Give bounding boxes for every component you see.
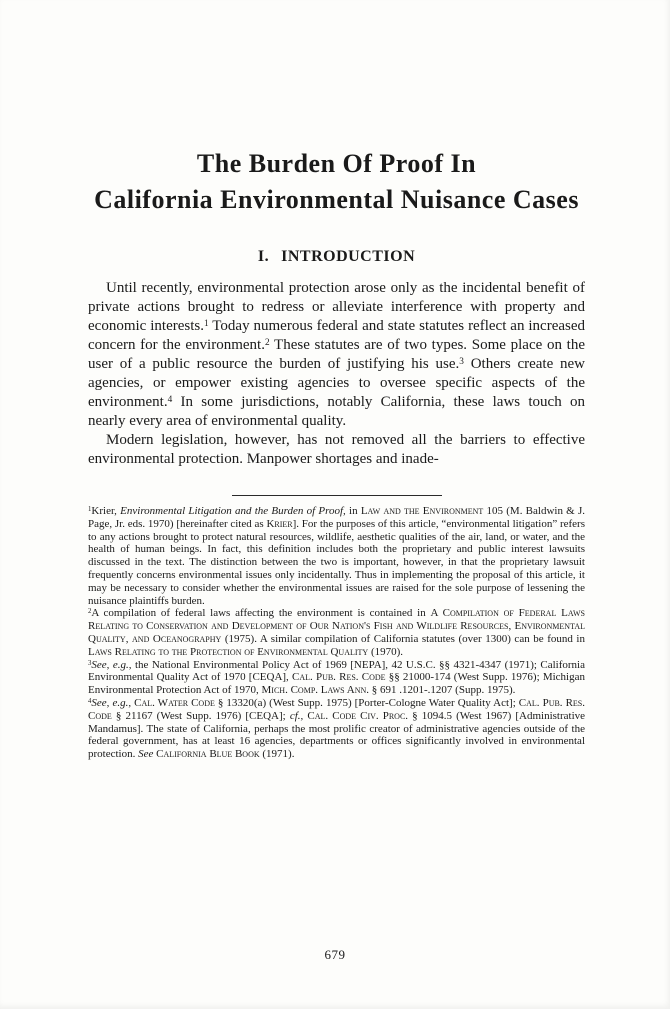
- body-paragraph-1: Until recently, environmental protection arose only as the incidental benefit of private actions brought to redress or alleviate interference with property and economic interests.$^1$ Today numerous federal and state statutes reflect an increased concern for the environment.$^2$ These statutes are of two types. Some place on the user of a public resource the burden of justifying his use.$^3$ Others create new agencies, or empower existing agencies to oversee specific aspects of the environment.$^4$ In some jurisdictions, notably California, these laws touch on nearly every area of environmental quality.: [88, 280, 586, 429]
- article-title-line-1: The Burden Of Proof In: [196, 149, 477, 178]
- footnote-2: $^2$A compilation of federal laws affecting the environment is contained in A Compilation of Federal Laws Relating to Conservation and Development of Our Nation's Fish and Wildlife Resources, Environmental Quality, and Oceanography (1975). A similar compilation of California statutes (over 1300) can be found in Laws Relating to the Protection of Environmental Quality (1970).: [88, 607, 586, 658]
- body-paragraph-2: Modern legislation, however, has not removed all the barriers to effective environmental protection. Manpower shortages and inade-: [88, 432, 585, 467]
- article-title: [64, 146, 609, 218]
- section-title: INTRODUCTION: [281, 248, 416, 265]
- footnote-separator: [232, 495, 442, 496]
- section-heading-introduction: [88, 248, 585, 266]
- page-number: 679: [324, 947, 346, 962]
- footnotes-section: [88, 505, 585, 761]
- article-title-line-2: California Environmental Nuisance Cases: [94, 185, 579, 214]
- footnote-3: $^3$See, e.g., the National Environmental Policy Act of 1969 [NEPA], 42 U.S.C. §§ 4321-4347 (1971); California Environmental Quality Act of 1970 [CEQA], Cal. Pub. Res. Code §§ 21000-174 (West Supp. 1976); Michigan Environmental Protection Act of 1970, Mich. Comp. Laws Ann. § 691 .1201-.1207 (Supp. 1975).: [88, 658, 585, 697]
- footnote-1: $^1$Krier, Environmental Litigation and the Burden of Proof, in Law and the Environment 105 (M. Baldwin & J. Page, Jr. eds. 1970) [hereinafter cited as Krier]. For the purposes of this article, “environmental litigation” refers to any actions brought to protect natural resources, wildlife, aesthetic qualities of the air, land, or water, and the health of human beings. In fact, this definition includes both the proprietary and public interest lawsuits discussed in the text. The distinction between the two is important, however, in that the proprietary lawsuit frequently concerns environmental issues only incidentally. Thus in implementing the proposal of this article, it may be necessary to consider whether the environmental issues are raised for the sole purpose of lessening the nuisance plaintiffs burden.: [88, 505, 586, 607]
- footnote-4: $^4$See, e.g., Cal. Water Code § 13320(a) (West Supp. 1975) [Porter-Cologne Water Quality Act]; Cal. Pub. Res. Code § 21167 (West Supp. 1976) [CEQA]; cf., Cal. Code Civ. Proc. § 1094.5 (West 1967) [Administrative Mandamus]. The state of California, perhaps the most prolific creator of administrative agencies outside of the federal government, has at least 16 agencies, departments or offices significantly involved in environmental protection. See California Blue Book (1971).: [88, 696, 586, 761]
- section-number: I.: [257, 248, 270, 265]
